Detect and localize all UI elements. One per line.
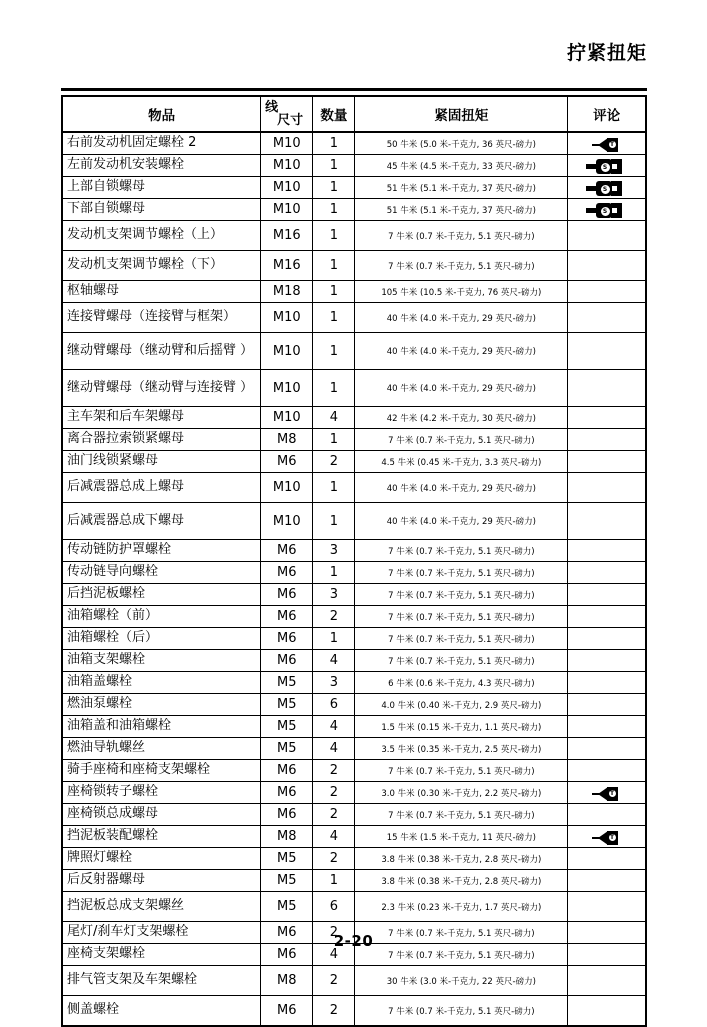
cell-comment: [568, 503, 646, 540]
cell-torque: 51 牛米 (5.1 米-千克力, 37 英尺-磅力): [355, 177, 568, 199]
cell-comment: [568, 451, 646, 473]
cell-comment: [568, 606, 646, 628]
cell-thread-size: M10: [261, 473, 313, 503]
cell-comment: [568, 628, 646, 650]
cell-item: 牌照灯螺栓: [62, 848, 261, 870]
cell-comment: [568, 429, 646, 451]
cell-torque: 7 牛米 (0.7 米-千克力, 5.1 英尺-磅力): [355, 251, 568, 281]
torque-table-container: [61, 95, 647, 1027]
cell-comment: [568, 804, 646, 826]
table-row: [62, 996, 646, 1027]
table-row: [62, 870, 646, 892]
cell-item: 后减震器总成上螺母: [62, 473, 261, 503]
table-row: [62, 473, 646, 503]
cell-thread-size: M6: [261, 540, 313, 562]
table-row: [62, 716, 646, 738]
cell-item: 挡泥板装配螺栓: [62, 826, 261, 848]
cell-quantity: 2: [313, 804, 355, 826]
table-row: [62, 694, 646, 716]
cell-quantity: 6: [313, 694, 355, 716]
cell-comment: [568, 221, 646, 251]
cell-comment: [568, 199, 646, 221]
cell-item: 上部自锁螺母: [62, 177, 261, 199]
cell-torque: 105 牛米 (10.5 米-千克力, 76 英尺-磅力): [355, 281, 568, 303]
table-row: [62, 540, 646, 562]
cell-thread-size: M6: [261, 628, 313, 650]
cell-thread-size: M5: [261, 738, 313, 760]
table-row: [62, 221, 646, 251]
cell-thread-size: M10: [261, 407, 313, 429]
table-row: [62, 650, 646, 672]
special-tool-icon: S: [586, 181, 628, 196]
cell-item: 连接臂螺母（连接臂与框架）: [62, 303, 261, 333]
cell-item: 排气管支架及车架螺栓: [62, 966, 261, 996]
column-header-item: 物品: [62, 96, 261, 132]
cell-quantity: 1: [313, 870, 355, 892]
cell-quantity: 1: [313, 221, 355, 251]
cell-thread-size: M10: [261, 303, 313, 333]
cell-quantity: 1: [313, 429, 355, 451]
cell-torque: 7 牛米 (0.7 米-千克力, 5.1 英尺-磅力): [355, 562, 568, 584]
cell-quantity: 2: [313, 922, 355, 944]
column-header-thread-size: [261, 96, 313, 132]
cell-comment: [568, 672, 646, 694]
cell-comment: [568, 540, 646, 562]
header-rule: [61, 88, 647, 91]
table-row: [62, 892, 646, 922]
table-row: [62, 303, 646, 333]
cell-torque: 7 牛米 (0.7 米-千克力, 5.1 英尺-磅力): [355, 760, 568, 782]
table-row: [62, 132, 646, 155]
table-row: [62, 848, 646, 870]
cell-thread-size: M8: [261, 826, 313, 848]
table-row: [62, 281, 646, 303]
cell-thread-size: M6: [261, 451, 313, 473]
torque-mark-icon: T: [592, 831, 622, 845]
cell-quantity: 2: [313, 451, 355, 473]
cell-torque: 7 牛米 (0.7 米-千克力, 5.1 英尺-磅力): [355, 429, 568, 451]
table-row: [62, 606, 646, 628]
cell-item: 尾灯/刹车灯支架螺栓: [62, 922, 261, 944]
cell-quantity: 2: [313, 848, 355, 870]
table-row: [62, 738, 646, 760]
cell-quantity: 4: [313, 944, 355, 966]
cell-quantity: 4: [313, 738, 355, 760]
table-row: [62, 199, 646, 221]
cell-quantity: 1: [313, 333, 355, 370]
torque-table: [61, 95, 647, 1027]
cell-torque: 30 牛米 (3.0 米-千克力, 22 英尺-磅力): [355, 966, 568, 996]
cell-item: 离合器拉索锁紧螺母: [62, 429, 261, 451]
cell-comment: [568, 155, 646, 177]
cell-comment: [568, 333, 646, 370]
cell-thread-size: M8: [261, 429, 313, 451]
cell-thread-size: M8: [261, 966, 313, 996]
cell-thread-size: M6: [261, 996, 313, 1027]
cell-torque: 7 牛米 (0.7 米-千克力, 5.1 英尺-磅力): [355, 650, 568, 672]
cell-thread-size: M10: [261, 370, 313, 407]
cell-thread-size: M10: [261, 199, 313, 221]
cell-quantity: 2: [313, 782, 355, 804]
cell-thread-size: M16: [261, 251, 313, 281]
cell-torque: 3.0 牛米 (0.30 米-千克力, 2.2 英尺-磅力): [355, 782, 568, 804]
table-row: [62, 333, 646, 370]
special-tool-icon: S: [586, 159, 628, 174]
cell-item: 挡泥板总成支架螺丝: [62, 892, 261, 922]
cell-torque: 7 牛米 (0.7 米-千克力, 5.1 英尺-磅力): [355, 221, 568, 251]
cell-item: 座椅锁转子螺栓: [62, 782, 261, 804]
table-row: [62, 370, 646, 407]
cell-item: 燃油泵螺栓: [62, 694, 261, 716]
page-number: 2-20: [333, 932, 374, 950]
cell-quantity: 2: [313, 996, 355, 1027]
cell-quantity: 1: [313, 562, 355, 584]
cell-thread-size: M6: [261, 944, 313, 966]
column-header-thread-size-line1: 线: [265, 100, 279, 115]
cell-item: 后挡泥板螺栓: [62, 584, 261, 606]
cell-item: 油箱盖和油箱螺栓: [62, 716, 261, 738]
cell-item: 油箱支架螺栓: [62, 650, 261, 672]
cell-torque: 7 牛米 (0.7 米-千克力, 5.1 英尺-磅力): [355, 584, 568, 606]
table-row: [62, 760, 646, 782]
header-row: [62, 96, 646, 132]
cell-thread-size: M16: [261, 221, 313, 251]
cell-comment: [568, 738, 646, 760]
cell-comment: [568, 584, 646, 606]
cell-torque: 7 牛米 (0.7 米-千克力, 5.1 英尺-磅力): [355, 922, 568, 944]
cell-torque: 6 牛米 (0.6 米-千克力, 4.3 英尺-磅力): [355, 672, 568, 694]
torque-mark-icon: T: [592, 138, 622, 152]
cell-torque: 40 牛米 (4.0 米-千克力, 29 英尺-磅力): [355, 503, 568, 540]
cell-thread-size: M6: [261, 922, 313, 944]
cell-quantity: 3: [313, 540, 355, 562]
cell-torque: 15 牛米 (1.5 米-千克力, 11 英尺-磅力): [355, 826, 568, 848]
table-row: [62, 407, 646, 429]
cell-quantity: 1: [313, 370, 355, 407]
cell-item: 主车架和后车架螺母: [62, 407, 261, 429]
table-row: [62, 429, 646, 451]
cell-torque: 7 牛米 (0.7 米-千克力, 5.1 英尺-磅力): [355, 996, 568, 1027]
cell-comment: [568, 826, 646, 848]
cell-item: 发动机支架调节螺栓（上）: [62, 221, 261, 251]
cell-thread-size: M18: [261, 281, 313, 303]
cell-comment: [568, 562, 646, 584]
cell-comment: [568, 473, 646, 503]
cell-comment: [568, 177, 646, 199]
cell-thread-size: M10: [261, 333, 313, 370]
cell-thread-size: M5: [261, 848, 313, 870]
cell-item: 油箱盖螺栓: [62, 672, 261, 694]
cell-comment: [568, 281, 646, 303]
table-row: [62, 628, 646, 650]
cell-item: 传动链防护罩螺栓: [62, 540, 261, 562]
cell-torque: 40 牛米 (4.0 米-千克力, 29 英尺-磅力): [355, 333, 568, 370]
cell-torque: 45 牛米 (4.5 米-千克力, 33 英尺-磅力): [355, 155, 568, 177]
cell-thread-size: M6: [261, 782, 313, 804]
cell-item: 继动臂螺母（继动臂与连接臂 ）: [62, 370, 261, 407]
column-header-torque: 紧固扭矩: [355, 96, 568, 132]
special-tool-icon: S: [586, 203, 628, 218]
cell-comment: [568, 782, 646, 804]
table-row: [62, 562, 646, 584]
cell-thread-size: M10: [261, 132, 313, 155]
cell-torque: 7 牛米 (0.7 米-千克力, 5.1 英尺-磅力): [355, 944, 568, 966]
cell-comment: [568, 996, 646, 1027]
cell-quantity: 3: [313, 584, 355, 606]
cell-comment: [568, 694, 646, 716]
cell-quantity: 1: [313, 199, 355, 221]
cell-thread-size: M5: [261, 672, 313, 694]
cell-item: 油箱螺栓（前）: [62, 606, 261, 628]
cell-quantity: 1: [313, 303, 355, 333]
cell-torque: 51 牛米 (5.1 米-千克力, 37 英尺-磅力): [355, 199, 568, 221]
cell-torque: 7 牛米 (0.7 米-千克力, 5.1 英尺-磅力): [355, 628, 568, 650]
page-title: 拧紧扭矩: [566, 42, 647, 64]
cell-thread-size: M6: [261, 562, 313, 584]
cell-comment: [568, 848, 646, 870]
cell-thread-size: M10: [261, 177, 313, 199]
cell-thread-size: M5: [261, 892, 313, 922]
cell-item: 传动链导向螺栓: [62, 562, 261, 584]
column-header-quantity: 数量: [313, 96, 355, 132]
cell-torque: 42 牛米 (4.2 米-千克力, 30 英尺-磅力): [355, 407, 568, 429]
cell-torque: 50 牛米 (5.0 米-千克力, 36 英尺-磅力): [355, 132, 568, 155]
cell-comment: [568, 716, 646, 738]
cell-thread-size: M5: [261, 870, 313, 892]
cell-torque: 2.3 牛米 (0.23 米-千克力, 1.7 英尺-磅力): [355, 892, 568, 922]
cell-quantity: 2: [313, 966, 355, 996]
table-row: [62, 177, 646, 199]
cell-torque: 40 牛米 (4.0 米-千克力, 29 英尺-磅力): [355, 473, 568, 503]
cell-quantity: 2: [313, 606, 355, 628]
cell-torque: 3.8 牛米 (0.38 米-千克力, 2.8 英尺-磅力): [355, 848, 568, 870]
cell-thread-size: M6: [261, 650, 313, 672]
cell-item: 侧盖螺栓: [62, 996, 261, 1027]
table-row: [62, 155, 646, 177]
cell-thread-size: M10: [261, 155, 313, 177]
table-row: [62, 804, 646, 826]
cell-comment: [568, 132, 646, 155]
table-row: [62, 451, 646, 473]
column-header-thread-size-line2: 尺寸: [277, 113, 304, 128]
cell-quantity: 1: [313, 281, 355, 303]
cell-torque: 4.0 牛米 (0.40 米-千克力, 2.9 英尺-磅力): [355, 694, 568, 716]
cell-torque: 4.5 牛米 (0.45 米-千克力, 3.3 英尺-磅力): [355, 451, 568, 473]
cell-item: 继动臂螺母（继动臂和后摇臂 ）: [62, 333, 261, 370]
cell-item: 左前发动机安装螺栓: [62, 155, 261, 177]
cell-comment: [568, 303, 646, 333]
cell-torque: 3.5 牛米 (0.35 米-千克力, 2.5 英尺-磅力): [355, 738, 568, 760]
cell-quantity: 4: [313, 826, 355, 848]
cell-quantity: 1: [313, 155, 355, 177]
cell-thread-size: M6: [261, 804, 313, 826]
cell-thread-size: M5: [261, 716, 313, 738]
table-row: [62, 584, 646, 606]
cell-torque: 7 牛米 (0.7 米-千克力, 5.1 英尺-磅力): [355, 804, 568, 826]
cell-quantity: 4: [313, 650, 355, 672]
cell-quantity: 3: [313, 672, 355, 694]
cell-comment: [568, 870, 646, 892]
cell-quantity: 6: [313, 892, 355, 922]
cell-item: 座椅支架螺栓: [62, 944, 261, 966]
cell-quantity: 1: [313, 473, 355, 503]
cell-torque: 1.5 牛米 (0.15 米-千克力, 1.1 英尺-磅力): [355, 716, 568, 738]
cell-item: 后反射器螺母: [62, 870, 261, 892]
cell-torque: 3.8 牛米 (0.38 米-千克力, 2.8 英尺-磅力): [355, 870, 568, 892]
cell-thread-size: M6: [261, 606, 313, 628]
cell-item: 发动机支架调节螺栓（下）: [62, 251, 261, 281]
table-row: [62, 826, 646, 848]
cell-thread-size: M5: [261, 694, 313, 716]
cell-thread-size: M10: [261, 503, 313, 540]
cell-thread-size: M6: [261, 584, 313, 606]
cell-comment: [568, 966, 646, 996]
cell-item: 骑手座椅和座椅支架螺栓: [62, 760, 261, 782]
cell-item: 油门线锁紧螺母: [62, 451, 261, 473]
table-row: [62, 503, 646, 540]
cell-quantity: 1: [313, 628, 355, 650]
cell-quantity: 1: [313, 503, 355, 540]
cell-comment: [568, 370, 646, 407]
cell-item: 油箱螺栓（后）: [62, 628, 261, 650]
column-header-comment: 评论: [568, 96, 646, 132]
cell-thread-size: M6: [261, 760, 313, 782]
cell-comment: [568, 407, 646, 429]
table-row: [62, 782, 646, 804]
cell-item: 枢轴螺母: [62, 281, 261, 303]
cell-comment: [568, 760, 646, 782]
table-row: [62, 251, 646, 281]
cell-comment: [568, 251, 646, 281]
torque-mark-icon: T: [592, 787, 622, 801]
cell-quantity: 1: [313, 132, 355, 155]
cell-item: 燃油导轨螺丝: [62, 738, 261, 760]
cell-torque: 7 牛米 (0.7 米-千克力, 5.1 英尺-磅力): [355, 540, 568, 562]
cell-quantity: 4: [313, 407, 355, 429]
cell-item: 后减震器总成下螺母: [62, 503, 261, 540]
cell-comment: [568, 650, 646, 672]
cell-comment: [568, 892, 646, 922]
cell-item: 右前发动机固定螺栓 2: [62, 132, 261, 155]
cell-item: 座椅锁总成螺母: [62, 804, 261, 826]
cell-torque: 40 牛米 (4.0 米-千克力, 29 英尺-磅力): [355, 370, 568, 407]
table-row: [62, 966, 646, 996]
table-body: [62, 132, 646, 1026]
table-row: [62, 672, 646, 694]
cell-quantity: 4: [313, 716, 355, 738]
cell-quantity: 1: [313, 251, 355, 281]
cell-quantity: 2: [313, 760, 355, 782]
cell-quantity: 1: [313, 177, 355, 199]
table-header: [62, 96, 646, 132]
cell-torque: 7 牛米 (0.7 米-千克力, 5.1 英尺-磅力): [355, 606, 568, 628]
cell-item: 下部自锁螺母: [62, 199, 261, 221]
cell-torque: 40 牛米 (4.0 米-千克力, 29 英尺-磅力): [355, 303, 568, 333]
